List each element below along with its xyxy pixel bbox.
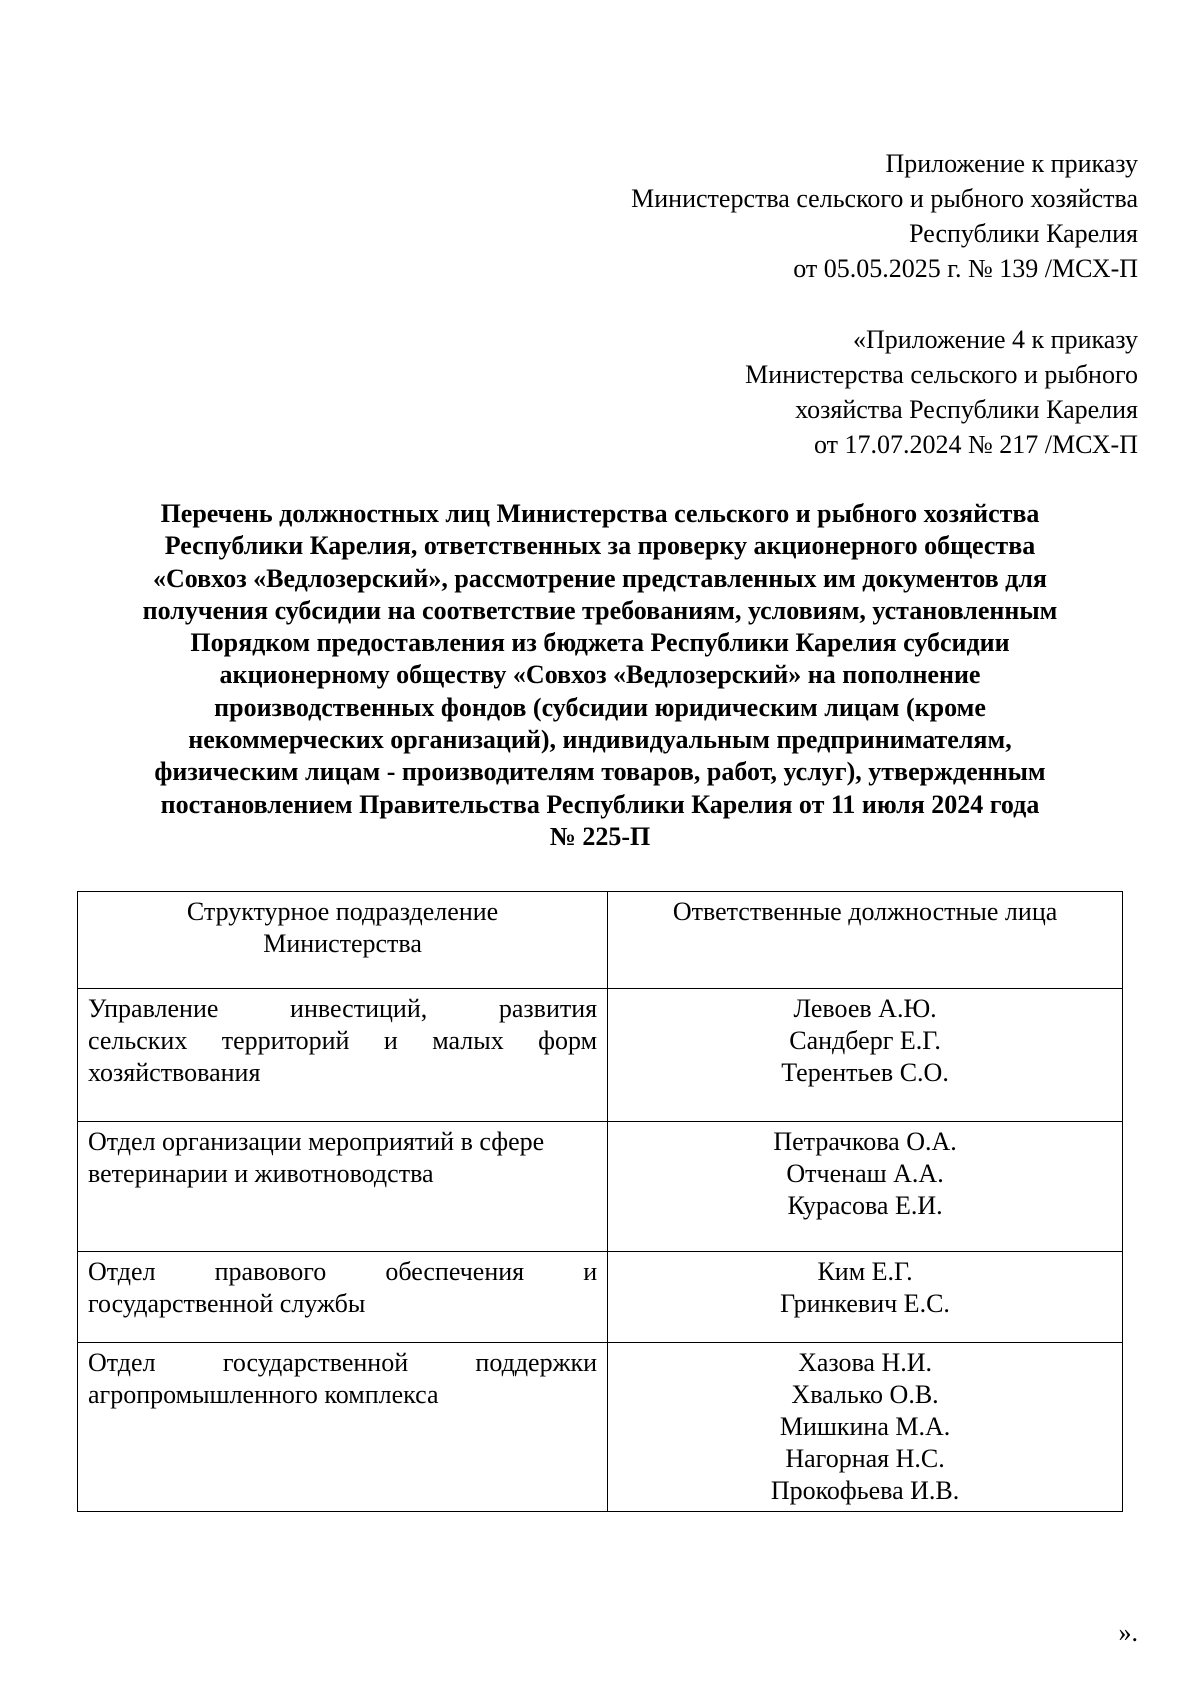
official-name: Левоев А.Ю. <box>793 994 937 1023</box>
appendix-previous-line-2: Министерства сельского и рыбного <box>745 360 1138 389</box>
unit-line: хозяйствования <box>88 1058 261 1087</box>
official-name: Петрачкова О.А. <box>773 1127 957 1156</box>
official-name: Ким Е.Г. <box>817 1257 913 1286</box>
appendix-previous-line-1: «Приложение 4 к приказу <box>852 325 1138 354</box>
table-header-row <box>78 892 1123 989</box>
unit-word: малых <box>432 1026 504 1055</box>
unit-word: инвестиций, <box>290 994 428 1023</box>
unit-line: агропромышленного комплекса <box>88 1380 439 1409</box>
unit-line <box>88 1025 597 1057</box>
people-cell <box>608 1343 1123 1512</box>
header-unit-line-1: Структурное подразделение <box>186 897 499 926</box>
people-cell <box>608 1252 1123 1343</box>
unit-word: сельских <box>88 1026 188 1055</box>
appendix-current-line-2: Министерства сельского и рыбного хозяйства <box>631 184 1138 213</box>
unit-line <box>88 1347 597 1379</box>
unit-word: государственной <box>222 1348 409 1377</box>
appendix-previous-line-4: от 17.07.2024 № 217 /МСХ-П <box>813 430 1138 459</box>
official-name: Хазова Н.И. <box>798 1348 933 1377</box>
appendix-current-line-1: Приложение к приказу <box>885 149 1138 178</box>
title-line: Республики Карелия, ответственных за проверку акционерного общества <box>164 531 1036 561</box>
closing-quote-mark: ». <box>1118 1618 1138 1647</box>
header-people-label: Ответственные должностные лица <box>672 897 1058 926</box>
unit-word: и <box>583 1257 598 1286</box>
title-line: некоммерческих организаций), индивидуальным предпринимателям, <box>188 725 1012 755</box>
unit-word: территорий <box>221 1026 350 1055</box>
title-line: получения субсидии на соответствие требованиям, условиям, установленным <box>142 595 1058 625</box>
unit-word: правового <box>214 1257 327 1286</box>
official-name: Отченаш А.А. <box>786 1159 944 1188</box>
unit-word: Отдел <box>88 1348 156 1377</box>
appendix-previous-line-3: хозяйства Республики Карелия <box>795 395 1138 424</box>
officials-table <box>77 891 1123 1512</box>
unit-word: и <box>383 1026 398 1055</box>
official-name: Прокофьева И.В. <box>770 1476 960 1505</box>
official-name: Мишкина М.А. <box>779 1412 951 1441</box>
appendix-reference-current <box>631 146 1138 286</box>
header-cell-people <box>608 892 1123 989</box>
unit-word: Отдел <box>88 1257 156 1286</box>
title-line: № 225-П <box>549 821 651 851</box>
appendix-current-line-4: от 05.05.2025 г. № 139 /МСХ-П <box>793 254 1138 283</box>
unit-line: ветеринарии и животноводства <box>88 1159 434 1188</box>
table-row <box>78 989 1123 1122</box>
official-name: Гринкевич Е.С. <box>780 1289 950 1318</box>
document-title <box>80 498 1120 853</box>
title-line: «Совхоз «Ведлозерский», рассмотрение представленных им документов для <box>153 563 1047 593</box>
official-name: Нагорная Н.С. <box>785 1444 945 1473</box>
title-line: постановлением Правительства Республики Карелия от 11 июля 2024 года <box>160 789 1040 819</box>
unit-cell <box>78 989 608 1122</box>
unit-word: обеспечения <box>385 1257 525 1286</box>
title-line: Порядком предоставления из бюджета Республики Карелия субсидии <box>190 628 1010 658</box>
appendix-reference-previous <box>745 322 1138 462</box>
official-name: Курасова Е.И. <box>787 1191 943 1220</box>
table-row <box>78 1252 1123 1343</box>
header-unit-line-2: Министерства <box>263 929 422 958</box>
title-line: Перечень должностных лиц Министерства сельского и рыбного хозяйства <box>160 499 1040 528</box>
title-line: физическим лицам - производителям товаров, работ, услуг), утвержденным <box>154 757 1046 787</box>
unit-word: поддержки <box>475 1348 598 1377</box>
unit-word: Управление <box>88 994 219 1023</box>
unit-line <box>88 1256 597 1288</box>
unit-word: развития <box>498 994 598 1023</box>
table-row <box>78 1343 1123 1512</box>
people-cell <box>608 1122 1123 1252</box>
table-row <box>78 1122 1123 1252</box>
unit-line: государственной службы <box>88 1289 366 1318</box>
unit-line: Отдел организации мероприятий в сфере <box>88 1127 545 1156</box>
official-name: Хвалько О.В. <box>791 1380 939 1409</box>
unit-cell <box>78 1122 608 1252</box>
official-name: Сандберг Е.Г. <box>789 1026 941 1055</box>
unit-line <box>88 993 597 1025</box>
unit-cell <box>78 1252 608 1343</box>
appendix-current-line-3: Республики Карелия <box>909 219 1138 248</box>
people-cell <box>608 989 1123 1122</box>
title-line: акционерному обществу «Совхоз «Ведлозерский» на пополнение <box>219 660 981 690</box>
title-line: производственных фондов (субсидии юридическим лицам (кроме <box>214 692 986 722</box>
official-name: Терентьев С.О. <box>781 1058 949 1087</box>
unit-word: форм <box>538 1026 598 1055</box>
header-cell-unit <box>78 892 608 989</box>
unit-cell <box>78 1343 608 1512</box>
